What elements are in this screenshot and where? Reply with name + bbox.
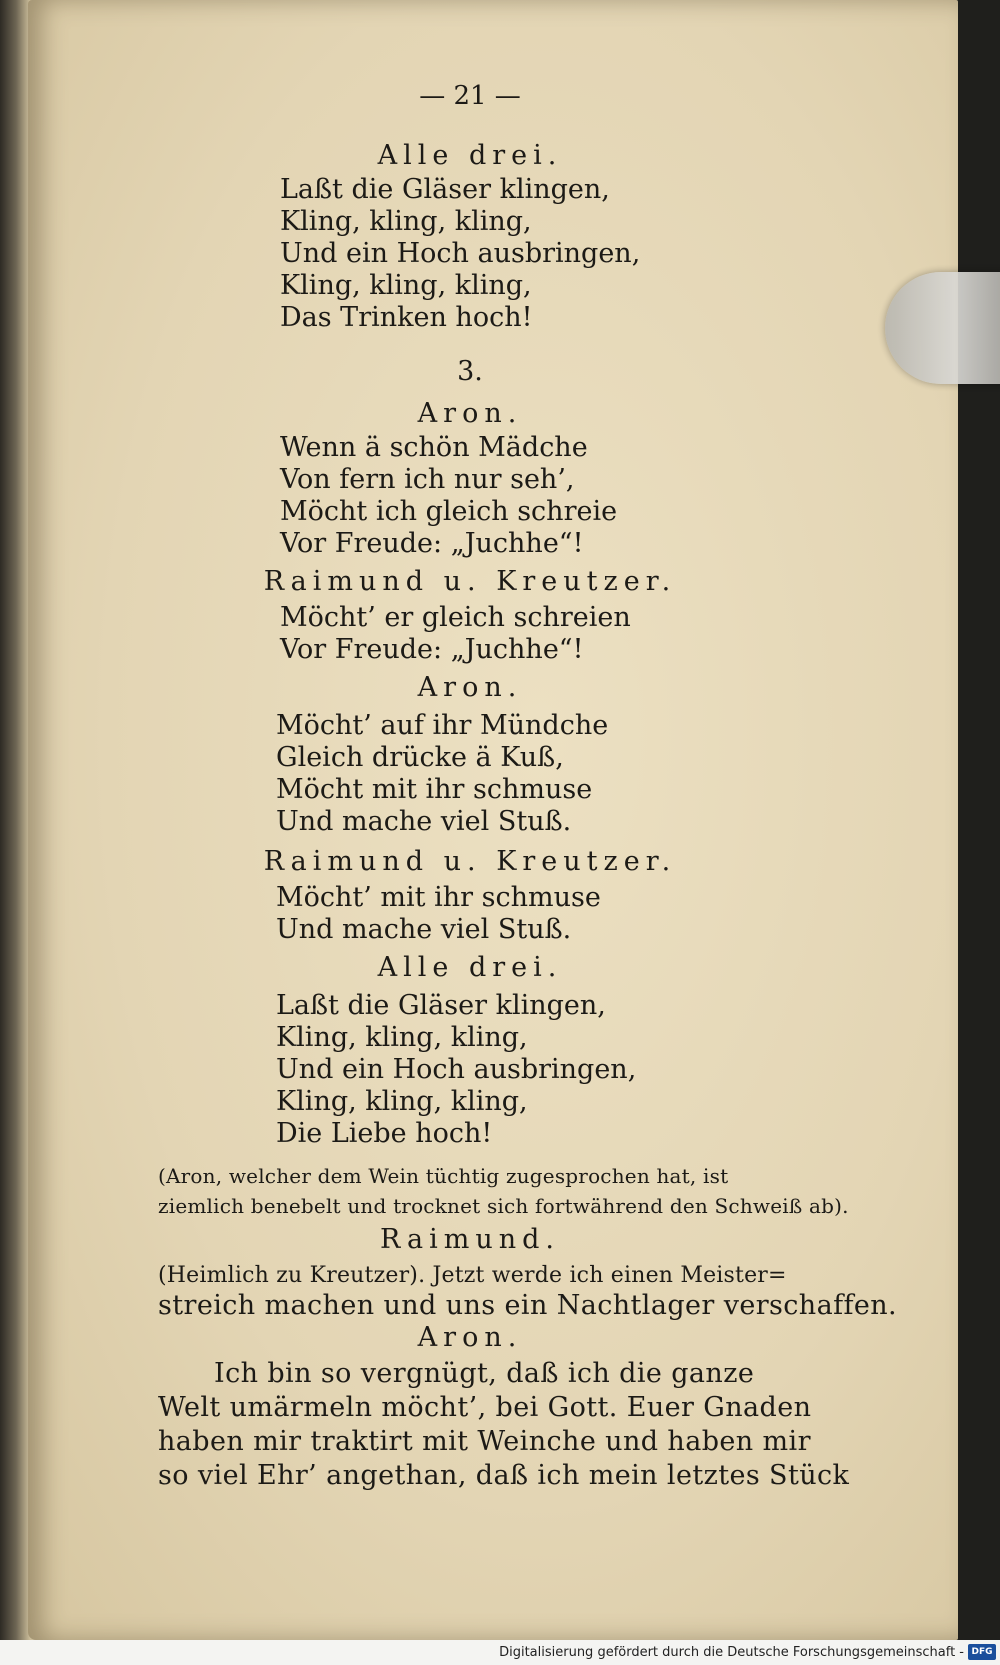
speaker-heading: Aron. — [417, 1322, 523, 1353]
prose-line: Welt umärmeln möcht’, bei Gott. Euer Gnaden — [158, 1392, 812, 1423]
verse-line: Und ein Hoch ausbringen, — [276, 1054, 637, 1085]
verse-line: Möcht’ mit ihr schmuse — [276, 882, 601, 913]
prose-line: streich machen und uns ein Nachtlager verschaffen. — [158, 1290, 898, 1321]
prose-line: haben mir traktirt mit Weinche und haben mir — [158, 1426, 811, 1457]
verse-line: Die Liebe hoch! — [276, 1118, 493, 1149]
verse-line: Das Trinken hoch! — [280, 302, 533, 333]
page-number: — 21 — — [419, 81, 521, 111]
speaker-heading: Aron. — [417, 398, 523, 429]
verse-line: Möcht mit ihr schmuse — [276, 774, 593, 805]
verse-line: Von fern ich nur seh’, — [280, 464, 575, 495]
verse-line: Und ein Hoch ausbringen, — [280, 238, 641, 269]
stage-direction: ziemlich benebelt und trocknet sich fortwährend den Schweiß ab). — [158, 1194, 849, 1218]
footer-bar — [0, 1640, 1000, 1665]
funding-credit: Digitalisierung gefördert durch die Deutsche Forschungsgemeinschaft - — [499, 1645, 964, 1660]
verse-line: Gleich drücke ä Kuß, — [276, 742, 564, 773]
verse-line: Kling, kling, kling, — [276, 1022, 528, 1053]
speaker-heading: Raimund. — [380, 1224, 560, 1255]
verse-line: Und mache viel Stuß. — [276, 806, 572, 837]
speaker-heading: Alle drei. — [377, 140, 563, 171]
verse-line: Kling, kling, kling, — [276, 1086, 528, 1117]
verse-line: Laßt die Gläser klingen, — [276, 990, 606, 1021]
verse-line: Möcht’ er gleich schreien — [280, 602, 631, 633]
verse-line: Vor Freude: „Juchhe“! — [280, 528, 584, 559]
verse-line: Wenn ä schön Mädche — [280, 432, 588, 463]
prose-line: so viel Ehr’ angethan, daß ich mein letztes Stück — [158, 1460, 850, 1491]
speaker-heading: Raimund u. Kreutzer. — [263, 846, 677, 877]
verse-line: Kling, kling, kling, — [280, 206, 532, 237]
verse-line: Möcht ich gleich schreie — [280, 496, 618, 527]
verse-line: Möcht’ auf ihr Mündche — [276, 710, 609, 741]
verse-line: Vor Freude: „Juchhe“! — [280, 634, 584, 665]
prose-line: (Heimlich zu Kreutzer). Jetzt werde ich einen Meister= — [158, 1263, 787, 1288]
stage-direction: (Aron, welcher dem Wein tüchtig zugesprochen hat, ist — [158, 1164, 729, 1188]
stanza-number: 3. — [457, 356, 483, 387]
speaker-heading: Raimund u. Kreutzer. — [263, 566, 677, 597]
verse-line: Kling, kling, kling, — [280, 270, 532, 301]
verse-line: Und mache viel Stuß. — [276, 914, 572, 945]
speaker-heading: Aron. — [417, 672, 523, 703]
speaker-heading: Alle drei. — [377, 952, 563, 983]
prose-line: Ich bin so vergnügt, daß ich die ganze — [214, 1358, 755, 1389]
dfg-logo: DFG — [968, 1644, 996, 1660]
verse-line: Laßt die Gläser klingen, — [280, 174, 610, 205]
